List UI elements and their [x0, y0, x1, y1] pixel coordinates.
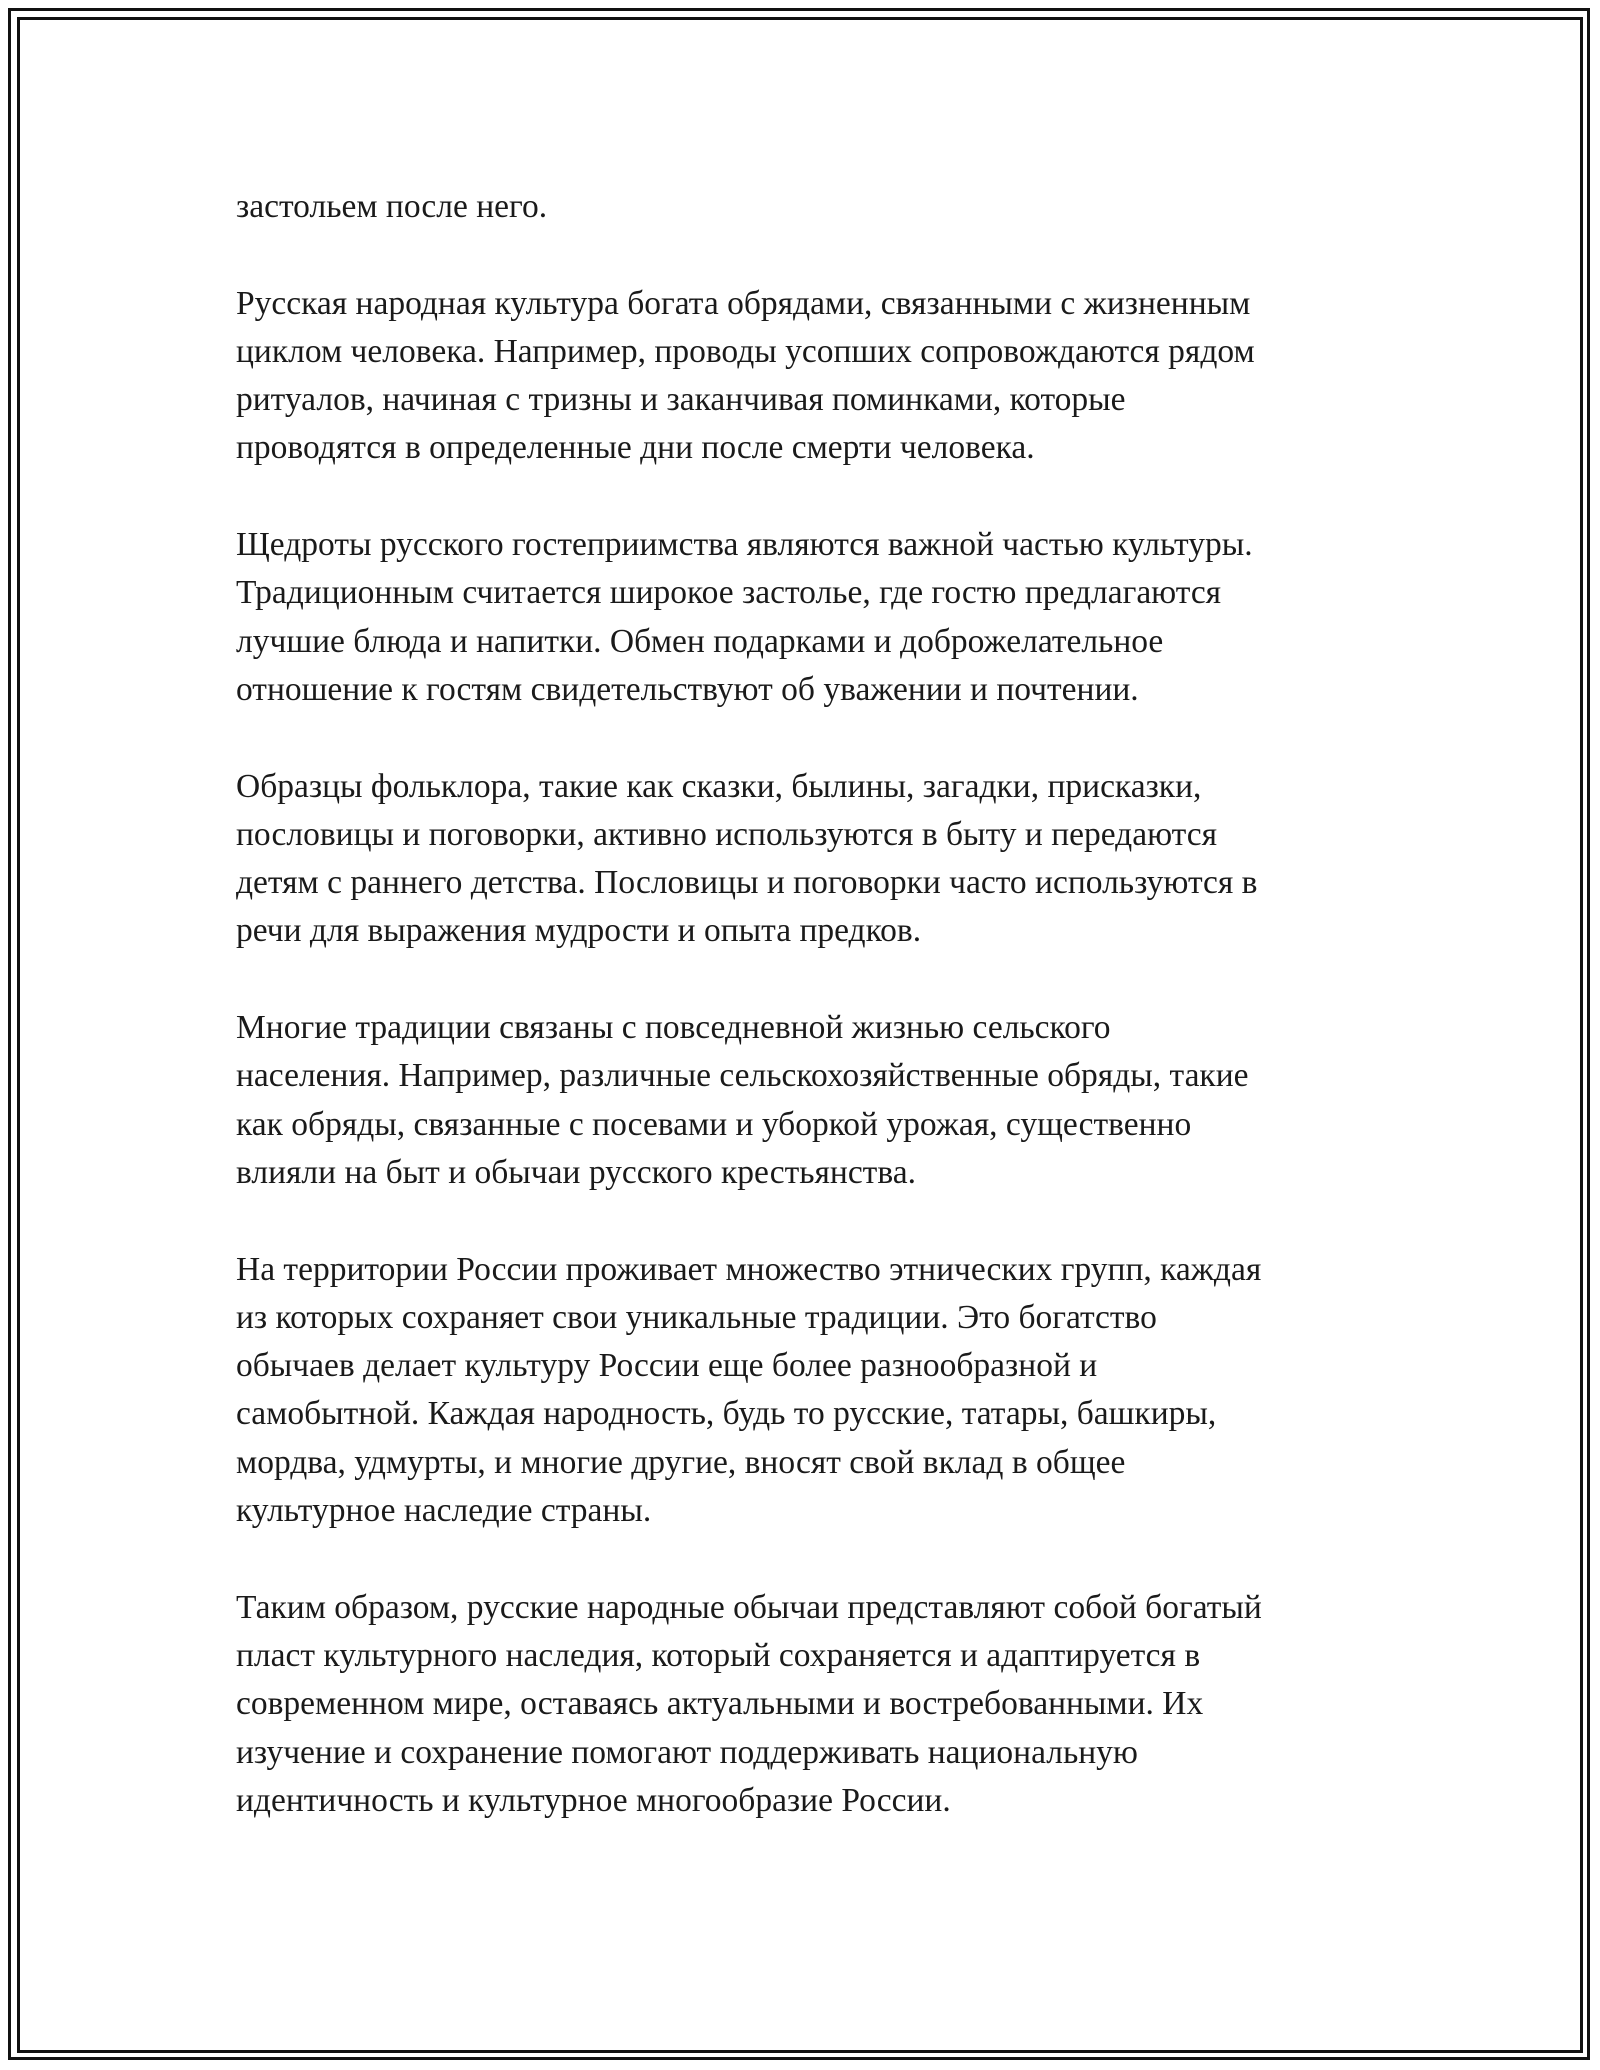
text-line: населения. Например, различные сельскохозяйственные обряды, такие — [236, 1057, 1249, 1095]
text-line: Таким образом, русские народные обычаи представляют собой богатый — [236, 1588, 1262, 1626]
text-line: пословицы и поговорки, активно используются в быту и передаются — [236, 815, 1217, 853]
text-line: Русская народная культура богата обрядами, связанными с жизненным — [236, 284, 1251, 322]
text-line: детям с раннего детства. Пословицы и поговорки часто используются в — [236, 864, 1258, 902]
text-line: мордва, удмурты, и многие другие, вносят свой вклад в общее — [236, 1443, 1126, 1481]
text-line: из которых сохраняет свои уникальные традиции. Это богатство — [236, 1298, 1157, 1336]
paragraph — [236, 1584, 1386, 1825]
paragraph — [236, 521, 1386, 714]
text-line: самобытной. Каждая народность, будь то русские, татары, башкиры, — [236, 1395, 1217, 1433]
text-line: речи для выражения мудрости и опыта предков. — [236, 912, 922, 950]
text-line: застольем после него. — [236, 188, 548, 225]
text-line: проводятся в определенные дни после смерти человека. — [236, 429, 1035, 467]
paragraph — [236, 183, 1386, 231]
text-line: пласт культурного наследия, который сохраняется и адаптируется в — [236, 1636, 1201, 1674]
text-line: Образцы фольклора, такие как сказки, былины, загадки, присказки, — [236, 767, 1202, 805]
text-line: культурное наследие страны. — [236, 1492, 652, 1530]
text-line: лучшие блюда и напитки. Обмен подарками и доброжелательное — [236, 622, 1164, 660]
text-line: Щедроты русского гостеприимства являются важной частью культуры. — [236, 526, 1253, 564]
text-line: Многие традиции связаны с повседневной жизнью сельского — [236, 1009, 1111, 1047]
text-line: современном мире, оставаясь актуальными и востребованными. Их — [236, 1685, 1204, 1723]
text-line: влияли на быт и обычаи русского крестьянства. — [236, 1153, 916, 1191]
paragraph — [236, 1246, 1386, 1536]
text-line: циклом человека. Например, проводы усопших сопровождаются рядом — [236, 332, 1255, 370]
text-line: На территории России проживает множество этнических групп, каждая — [236, 1250, 1262, 1288]
text-line: ритуалов, начиная с тризны и заканчивая поминками, которые — [236, 381, 1126, 419]
text-line: отношение к гостям свидетельствуют об уважении и почтении. — [236, 670, 1139, 708]
document-body — [236, 183, 1386, 1873]
paragraph — [236, 763, 1386, 956]
text-line: идентичность и культурное многообразие России. — [236, 1781, 951, 1819]
paragraph — [236, 1004, 1386, 1197]
text-line: как обряды, связанные с посевами и уборкой урожая, существенно — [236, 1105, 1192, 1143]
text-line: обычаев делает культуру России еще более разнообразной и — [236, 1347, 1098, 1385]
paragraph — [236, 280, 1386, 473]
text-line: Традиционным считается широкое застолье, где гостю предлагаются — [236, 574, 1222, 612]
text-line: изучение и сохранение помогают поддерживать национальную — [236, 1733, 1138, 1771]
